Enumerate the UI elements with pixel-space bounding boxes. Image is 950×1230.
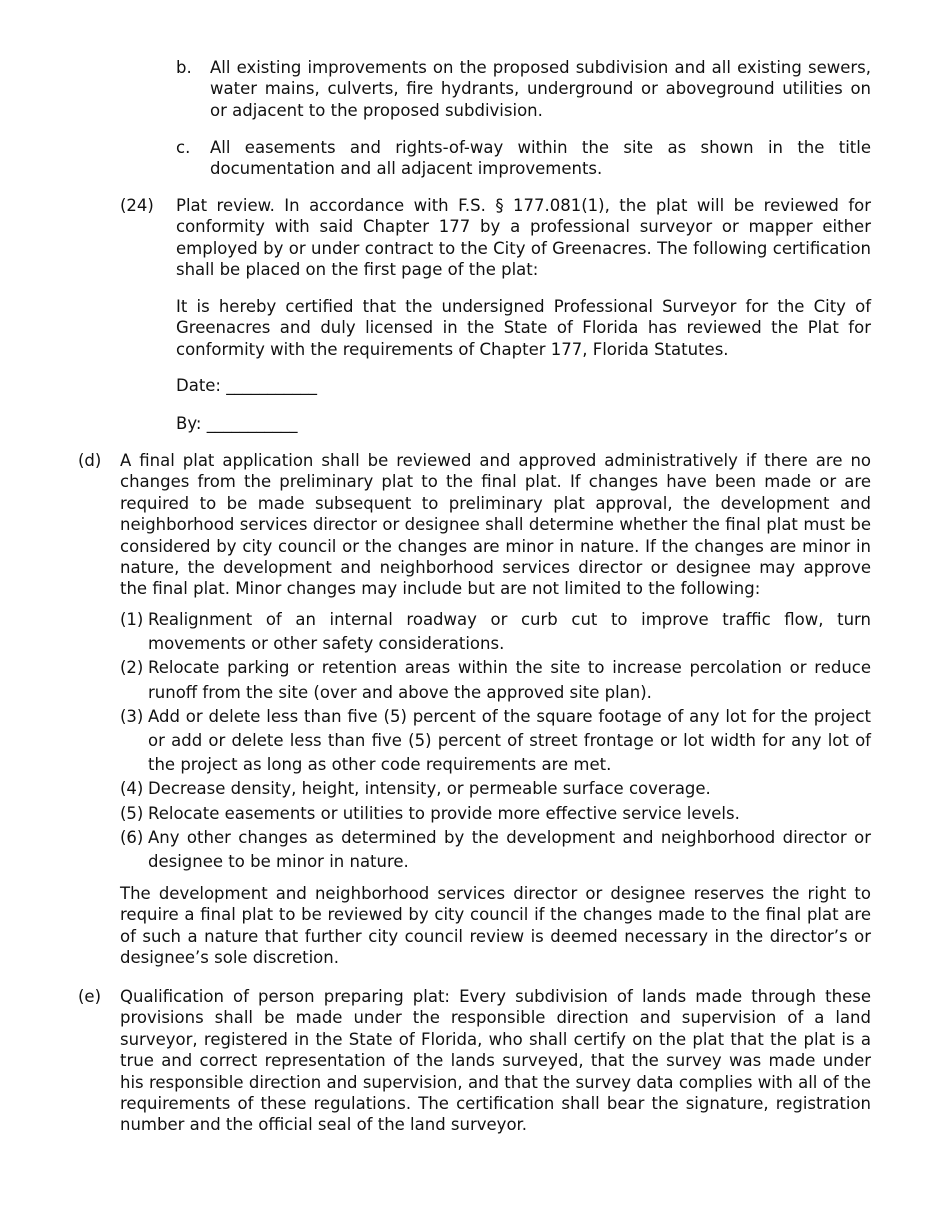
item-24-marker: (24) <box>120 196 154 215</box>
section-d-text: A final plat application shall be reviewed and approved administratively if there are no changes from the preliminary plat to the final plat. If changes have been made or are required to be made subsequent to preliminary plat approval, the development and neighborhood services director or designee shall determine whether the final plat must be considered by city council or the changes are minor in nature. If the changes are minor in nature, the development and neighborhood services director or designee may approve the final plat. Minor changes may include but are not limited to the following: <box>120 451 871 599</box>
section-d-closing: The development and neighborhood services director or designee reserves the right to require a final plat to be reviewed by city council if the changes made to the final plat are of such a nature that further city council review is deemed necessary in the director’s or designee’s sole discretion. <box>120 884 871 968</box>
list-item-marker: (3) <box>120 706 144 726</box>
section-e-text: Qualification of person preparing plat: Every subdivision of lands made through these provisions shall be made under the responsible direction and supervision of a land surveyor, registered in the State of Florida, who shall certify on the plat that the plat is a true and correct representation of the lands surveyed, that the survey was made under his responsible direction and supervision, and that the survey data complies with all of the requirements of these regulations. The certification shall bear the signature, registration number and the official seal of the land surveyor. <box>120 987 871 1135</box>
minor-changes-list <box>120 608 871 874</box>
list-item-text: Decrease density, height, intensity, or permeable surface coverage. <box>148 779 711 799</box>
list-item-text: Realignment of an internal roadway or curb cut to improve traffic flow, turn movements or other safety considerations. <box>148 610 871 654</box>
item-24-text: Plat review. In accordance with F.S. § 177.081(1), the plat will be reviewed for conformity with said Chapter 177 by a professional surveyor or mapper either employed by or under contract to the City of Greenacres. The following certification shall be placed on the first page of the plat: <box>176 196 871 280</box>
subitem-b-marker: b. <box>176 58 192 77</box>
list-item-marker: (2) <box>120 658 144 678</box>
list-item-marker: (6) <box>120 827 144 847</box>
by-signature-line: By: ___________ <box>176 414 298 433</box>
certification-statement: It is hereby certified that the undersigned Professional Surveyor for the City of Greenacres and duly licensed in the State of Florida has reviewed the Plat for conformity with the requirements of Chapter 177, Florida Statutes. <box>176 297 871 359</box>
list-item-text: Relocate easements or utilities to provide more effective service levels. <box>148 803 740 823</box>
subitem-c-text: All easements and rights-of-way within the site as shown in the title documentation and all adjacent improvements. <box>210 138 871 179</box>
list-item-marker: (5) <box>120 803 144 823</box>
list-item-text: Add or delete less than five (5) percent of the square footage of any lot for the project or add or delete less than five (5) percent of street frontage or lot width for any lot of the project as long as other code requirements are met. <box>148 706 871 775</box>
list-item <box>120 826 871 874</box>
section-d-marker: (d) <box>78 451 102 470</box>
list-item <box>120 777 871 801</box>
subitem-b-text: All existing improvements on the proposed subdivision and all existing sewers, water mains, culverts, fire hydrants, underground or aboveground utilities on or adjacent to the proposed subdivision. <box>210 58 871 120</box>
date-signature-line: Date: ___________ <box>176 376 317 395</box>
list-item <box>120 802 871 826</box>
list-item <box>120 656 871 704</box>
list-item <box>120 705 871 778</box>
subitem-c-marker: c. <box>176 138 191 157</box>
list-item-marker: (4) <box>120 779 144 799</box>
list-item-marker: (1) <box>120 610 144 629</box>
section-e-marker: (e) <box>78 987 102 1006</box>
list-item-text: Relocate parking or retention areas within the site to increase percolation or reduce runoff from the site (over and above the approved site plan). <box>148 658 871 702</box>
list-item-text: Any other changes as determined by the development and neighborhood director or designee to be minor in nature. <box>148 827 871 872</box>
list-item <box>120 608 871 656</box>
